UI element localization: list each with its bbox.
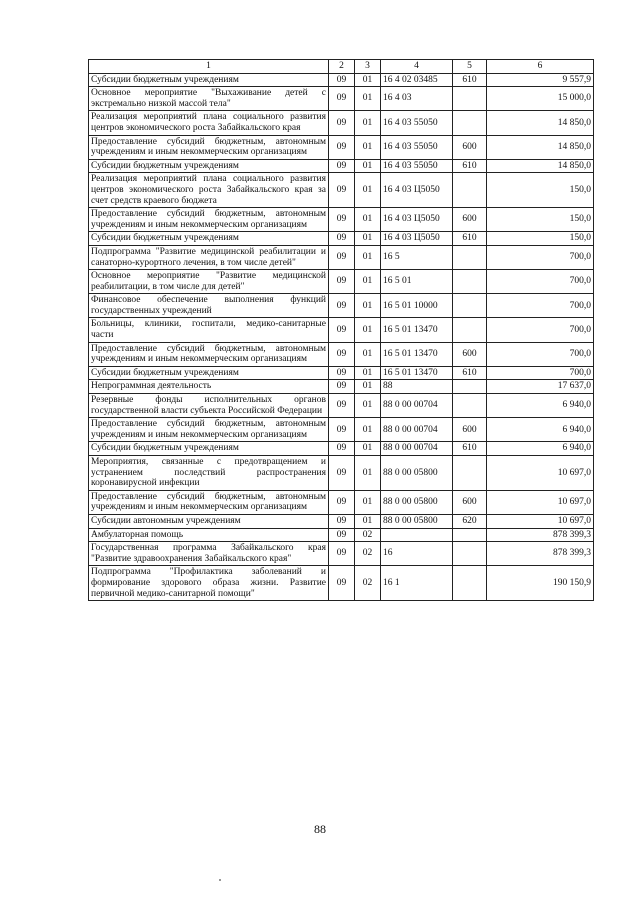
table-row <box>89 73 594 87</box>
row-csr-cell: 88 0 00 05800 <box>381 514 453 528</box>
row-podrazdel-cell: 01 <box>355 366 381 380</box>
row-podrazdel-cell: 01 <box>355 111 381 135</box>
row-razdel-cell: 09 <box>329 294 355 318</box>
row-name-cell: Амбулаторная помощь <box>89 528 329 542</box>
row-sum-cell: 700,0 <box>487 366 594 380</box>
table-row <box>89 456 594 491</box>
table-row <box>89 528 594 542</box>
header-cell: 6 <box>487 60 594 74</box>
row-sum-cell: 150,0 <box>487 208 594 232</box>
row-vr-cell <box>453 87 487 111</box>
row-name-cell: Финансовое обеспечение выполнения функций государственных учреждений <box>89 294 329 318</box>
row-podrazdel-cell: 01 <box>355 394 381 418</box>
row-podrazdel-cell: 01 <box>355 456 381 491</box>
table-row <box>89 135 594 159</box>
row-csr-cell: 16 5 <box>381 245 453 269</box>
row-sum-cell: 700,0 <box>487 318 594 342</box>
row-name-cell: Основное мероприятие "Выхаживание детей с экстремально низкой массой тела" <box>89 87 329 111</box>
row-sum-cell: 150,0 <box>487 173 594 208</box>
row-name-cell: Подпрограмма "Развитие медицинской реабилитации и санаторно-курортного лечения, в том числе детей" <box>89 245 329 269</box>
row-vr-cell <box>453 456 487 491</box>
row-podrazdel-cell: 01 <box>355 490 381 514</box>
table-row <box>89 270 594 294</box>
row-razdel-cell: 09 <box>329 87 355 111</box>
row-vr-cell: 610 <box>453 232 487 246</box>
row-name-cell: Предоставление субсидий бюджетным, автономным учреждениям и иным некоммерческим организациям <box>89 418 329 442</box>
row-vr-cell <box>453 542 487 566</box>
row-vr-cell <box>453 270 487 294</box>
row-name-cell: Реализация мероприятий плана социального развития центров экономического роста Забайкальского края за счет средств краевого бюджета <box>89 173 329 208</box>
row-podrazdel-cell: 01 <box>355 245 381 269</box>
table-row <box>89 366 594 380</box>
table-row <box>89 173 594 208</box>
row-name-cell: Мероприятия, связанные с предотвращением и устранением последствий распространения коронавирусной инфекции <box>89 456 329 491</box>
row-csr-cell: 16 1 <box>381 566 453 601</box>
table-row <box>89 542 594 566</box>
row-razdel-cell: 09 <box>329 232 355 246</box>
row-csr-cell: 16 5 01 13470 <box>381 342 453 366</box>
page-number: 88 <box>314 822 326 836</box>
row-vr-cell: 610 <box>453 159 487 173</box>
row-sum-cell: 6 940,0 <box>487 394 594 418</box>
row-vr-cell <box>453 380 487 394</box>
row-vr-cell <box>453 394 487 418</box>
row-vr-cell: 600 <box>453 208 487 232</box>
row-csr-cell: 16 4 03 Ц5050 <box>381 208 453 232</box>
table-row <box>89 245 594 269</box>
row-vr-cell: 610 <box>453 442 487 456</box>
row-podrazdel-cell: 02 <box>355 566 381 601</box>
row-vr-cell <box>453 111 487 135</box>
row-csr-cell: 16 5 01 13470 <box>381 366 453 380</box>
row-name-cell: Предоставление субсидий бюджетным, автономным учреждениям и иным некоммерческим организациям <box>89 342 329 366</box>
row-podrazdel-cell: 01 <box>355 159 381 173</box>
table-row <box>89 342 594 366</box>
row-csr-cell: 16 5 01 10000 <box>381 294 453 318</box>
row-name-cell: Подпрограмма "Профилактика заболеваний и формирование здорового образа жизни. Развитие первичной медико-санитарной помощи" <box>89 566 329 601</box>
table-row <box>89 380 594 394</box>
table-row <box>89 111 594 135</box>
row-csr-cell: 16 4 03 55050 <box>381 111 453 135</box>
row-csr-cell: 16 4 03 <box>381 87 453 111</box>
row-csr-cell: 16 <box>381 542 453 566</box>
table-row <box>89 87 594 111</box>
row-csr-cell: 88 0 00 00704 <box>381 442 453 456</box>
row-name-cell: Предоставление субсидий бюджетным, автономным учреждениям и иным некоммерческим организациям <box>89 208 329 232</box>
row-razdel-cell: 09 <box>329 245 355 269</box>
row-sum-cell: 150,0 <box>487 232 594 246</box>
header-cell: 3 <box>355 60 381 74</box>
row-sum-cell: 14 850,0 <box>487 159 594 173</box>
row-csr-cell: 16 4 03 Ц5050 <box>381 232 453 246</box>
header-cell: 2 <box>329 60 355 74</box>
row-name-cell: Больницы, клиники, госпитали, медико-санитарные части <box>89 318 329 342</box>
row-sum-cell: 10 697,0 <box>487 456 594 491</box>
table-row <box>89 208 594 232</box>
row-name-cell: Государственная программа Забайкальского края "Развитие здравоохранения Забайкальского края" <box>89 542 329 566</box>
row-razdel-cell: 09 <box>329 380 355 394</box>
row-razdel-cell: 09 <box>329 173 355 208</box>
row-vr-cell <box>453 173 487 208</box>
row-csr-cell: 16 4 02 03485 <box>381 73 453 87</box>
row-sum-cell: 15 000,0 <box>487 87 594 111</box>
row-razdel-cell: 09 <box>329 318 355 342</box>
header-cell: 1 <box>89 60 329 74</box>
row-csr-cell: 16 4 03 55050 <box>381 135 453 159</box>
row-vr-cell: 610 <box>453 73 487 87</box>
table-row <box>89 566 594 601</box>
row-podrazdel-cell: 01 <box>355 294 381 318</box>
row-vr-cell: 600 <box>453 135 487 159</box>
row-vr-cell: 610 <box>453 366 487 380</box>
header-cell: 5 <box>453 60 487 74</box>
row-podrazdel-cell: 01 <box>355 342 381 366</box>
row-sum-cell: 6 940,0 <box>487 442 594 456</box>
row-razdel-cell: 09 <box>329 566 355 601</box>
row-razdel-cell: 09 <box>329 442 355 456</box>
table-row <box>89 514 594 528</box>
table-row <box>89 418 594 442</box>
row-name-cell: Непрограммная деятельность <box>89 380 329 394</box>
row-name-cell: Субсидии бюджетным учреждениям <box>89 73 329 87</box>
row-vr-cell: 600 <box>453 490 487 514</box>
row-vr-cell: 600 <box>453 342 487 366</box>
table-row <box>89 294 594 318</box>
row-name-cell: Субсидии бюджетным учреждениям <box>89 366 329 380</box>
row-podrazdel-cell: 01 <box>355 87 381 111</box>
row-razdel-cell: 09 <box>329 456 355 491</box>
row-razdel-cell: 09 <box>329 542 355 566</box>
row-vr-cell: 620 <box>453 514 487 528</box>
row-razdel-cell: 09 <box>329 135 355 159</box>
table-header-row <box>89 60 594 74</box>
row-csr-cell: 88 0 00 00704 <box>381 394 453 418</box>
table-row <box>89 490 594 514</box>
row-podrazdel-cell: 01 <box>355 318 381 342</box>
row-podrazdel-cell: 01 <box>355 270 381 294</box>
row-name-cell: Резервные фонды исполнительных органов государственной власти субъекта Российской Федерации <box>89 394 329 418</box>
row-razdel-cell: 09 <box>329 528 355 542</box>
row-podrazdel-cell: 01 <box>355 514 381 528</box>
row-podrazdel-cell: 01 <box>355 208 381 232</box>
row-vr-cell <box>453 245 487 269</box>
row-podrazdel-cell: 01 <box>355 135 381 159</box>
row-sum-cell: 14 850,0 <box>487 111 594 135</box>
row-name-cell: Субсидии бюджетным учреждениям <box>89 232 329 246</box>
row-podrazdel-cell: 01 <box>355 232 381 246</box>
row-vr-cell: 600 <box>453 418 487 442</box>
row-csr-cell: 16 5 01 <box>381 270 453 294</box>
row-podrazdel-cell: 02 <box>355 542 381 566</box>
row-razdel-cell: 09 <box>329 418 355 442</box>
row-sum-cell: 700,0 <box>487 294 594 318</box>
row-podrazdel-cell: 02 <box>355 528 381 542</box>
row-razdel-cell: 09 <box>329 159 355 173</box>
table-row <box>89 232 594 246</box>
row-sum-cell: 10 697,0 <box>487 514 594 528</box>
row-sum-cell: 6 940,0 <box>487 418 594 442</box>
row-name-cell: Субсидии бюджетным учреждениям <box>89 159 329 173</box>
row-sum-cell: 700,0 <box>487 342 594 366</box>
row-name-cell: Основное мероприятие "Развитие медицинской реабилитации, в том числе для детей" <box>89 270 329 294</box>
row-podrazdel-cell: 01 <box>355 442 381 456</box>
row-sum-cell: 9 557,9 <box>487 73 594 87</box>
row-name-cell: Предоставление субсидий бюджетным, автономным учреждениям и иным некоммерческим организациям <box>89 490 329 514</box>
scan-speck <box>219 879 221 881</box>
row-csr-cell <box>381 528 453 542</box>
row-razdel-cell: 09 <box>329 208 355 232</box>
row-name-cell: Предоставление субсидий бюджетным, автономным учреждениям и иным некоммерческим организациям <box>89 135 329 159</box>
row-razdel-cell: 09 <box>329 490 355 514</box>
row-podrazdel-cell: 01 <box>355 173 381 208</box>
row-razdel-cell: 09 <box>329 111 355 135</box>
row-csr-cell: 88 0 00 00704 <box>381 418 453 442</box>
row-podrazdel-cell: 01 <box>355 418 381 442</box>
row-razdel-cell: 09 <box>329 366 355 380</box>
row-name-cell: Реализация мероприятий плана социального развития центров экономического роста Забайкальского края <box>89 111 329 135</box>
row-vr-cell <box>453 294 487 318</box>
table-body <box>89 73 594 601</box>
row-podrazdel-cell: 01 <box>355 380 381 394</box>
row-name-cell: Субсидии бюджетным учреждениям <box>89 442 329 456</box>
header-cell: 4 <box>381 60 453 74</box>
row-sum-cell: 700,0 <box>487 270 594 294</box>
row-podrazdel-cell: 01 <box>355 73 381 87</box>
row-razdel-cell: 09 <box>329 342 355 366</box>
table-row <box>89 318 594 342</box>
budget-table <box>88 59 594 601</box>
row-vr-cell <box>453 318 487 342</box>
row-sum-cell: 14 850,0 <box>487 135 594 159</box>
row-vr-cell <box>453 566 487 601</box>
row-csr-cell: 16 5 01 13470 <box>381 318 453 342</box>
row-csr-cell: 88 0 00 05800 <box>381 456 453 491</box>
row-razdel-cell: 09 <box>329 514 355 528</box>
row-csr-cell: 88 <box>381 380 453 394</box>
row-sum-cell: 17 637,0 <box>487 380 594 394</box>
row-sum-cell: 190 150,9 <box>487 566 594 601</box>
row-csr-cell: 88 0 00 05800 <box>381 490 453 514</box>
table-row <box>89 159 594 173</box>
row-name-cell: Субсидии автономным учреждениям <box>89 514 329 528</box>
row-csr-cell: 16 4 03 Ц5050 <box>381 173 453 208</box>
row-sum-cell: 700,0 <box>487 245 594 269</box>
row-razdel-cell: 09 <box>329 73 355 87</box>
table-row <box>89 394 594 418</box>
row-razdel-cell: 09 <box>329 270 355 294</box>
row-sum-cell: 10 697,0 <box>487 490 594 514</box>
row-vr-cell <box>453 528 487 542</box>
table-row <box>89 442 594 456</box>
row-sum-cell: 878 399,3 <box>487 528 594 542</box>
row-sum-cell: 878 399,3 <box>487 542 594 566</box>
row-csr-cell: 16 4 03 55050 <box>381 159 453 173</box>
row-razdel-cell: 09 <box>329 394 355 418</box>
